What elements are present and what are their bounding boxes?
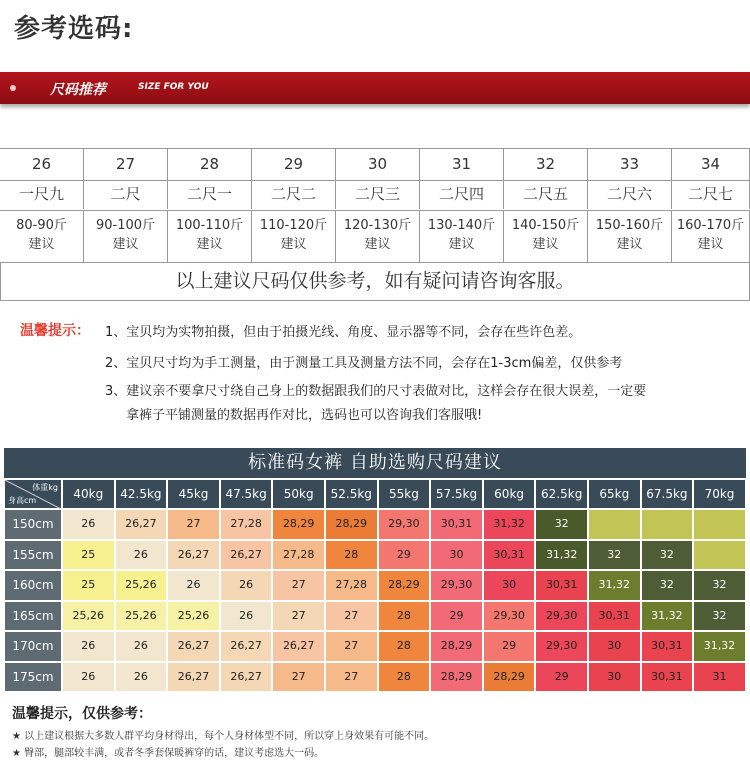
weight-header: 40kg [62,479,115,509]
size-suggestion-cell: 28 [378,631,431,662]
suggest-label: 建议 [364,237,391,252]
size-suggestion-cell: 31 [693,662,746,693]
size-suggestion-cell: 26,27 [220,631,273,662]
size-suggestion-cell: 26,27 [167,540,220,571]
size-suggestion-cell: 29 [430,601,483,632]
size-suggestion-cell: 26,27 [167,662,220,693]
tip-line-3: 3、建议亲不要拿尺寸绕自己身上的数据跟我们的尺寸表做对比，这样会存在很大误差，一定要 [105,384,647,399]
waist-cell: 二尺二 [252,179,336,209]
size-suggestion-cell: 32 [641,570,694,601]
tips-label: 温馨提示： [20,323,90,339]
banner-dot-icon [10,85,16,91]
weight-range: 90-100斤 [95,218,156,233]
size-suggestion-cell: 31,32 [693,631,746,662]
size-suggestion-cell: 27,28 [325,570,378,601]
size-suggestion-cell: 28,29 [483,662,536,693]
size-cell: 28 [168,149,252,179]
weight-range: 140-150斤 [511,218,580,233]
waist-cell: 二尺五 [504,179,588,209]
size-suggestion-cell: 26 [115,631,168,662]
size-suggestion-cell: 30 [588,631,641,662]
size-suggestion-cell: 25,26 [115,601,168,632]
suggest-label: 建议 [28,237,55,252]
size-suggestion-cell: 27 [325,631,378,662]
size-suggestion-cell: 26 [220,570,273,601]
waist-cell: 二尺七 [672,179,750,209]
size-cell: 31 [420,149,504,179]
size-cell: 32 [504,149,588,179]
size-suggestion-cell: 28 [378,662,431,693]
weight-header: 52.5kg [325,479,378,509]
size-suggestion-cell: 28,29 [272,509,325,540]
size-suggestion-cell: 27 [272,601,325,632]
height-header: 155cm [4,540,62,571]
size-suggestion-cell: 30 [430,540,483,571]
size-suggestion-cell: 31,32 [535,540,588,571]
weight-header: 47.5kg [220,479,273,509]
grid-title: 标准码女裤 自助选购尺码建议 [4,448,746,478]
size-suggestion-cell: 27 [167,509,220,540]
waist-cell: 二尺三 [336,179,420,209]
size-suggestion-cell: 26 [220,601,273,632]
weight-range: 160-170斤 [676,218,745,233]
waist-cell: 二尺六 [588,179,672,209]
size-cell: 34 [672,149,750,179]
size-suggestion-cell: 28,29 [430,631,483,662]
suggest-label: 建议 [697,237,724,252]
size-suggestion-cell: 26 [62,631,115,662]
size-note: 以上建议尺码仅供参考，如有疑问请咨询客服。 [0,262,750,301]
size-suggestion-cell: 29,30 [483,601,536,632]
weight-header: 57.5kg [430,479,483,509]
weight-cell [0,210,84,262]
weight-range: 80-90斤 [16,218,67,233]
size-suggestion-cell: 29 [483,631,536,662]
size-suggestion-cell: 28,29 [430,662,483,693]
size-suggestion-cell: 28,29 [378,570,431,601]
size-suggestion-cell: 25,26 [115,570,168,601]
size-suggestion-cell: 26 [62,509,115,540]
size-suggestion-cell: 28 [325,540,378,571]
size-suggestion-cell: 30,31 [641,662,694,693]
size-suggestion-cell: 25 [62,570,115,601]
size-suggestion-cell: 27 [272,662,325,693]
weight-cell [420,210,504,262]
corner-weight-label: 体重kg [32,483,58,492]
size-suggestion-cell: 26 [167,570,220,601]
size-suggestion-cell: 26 [115,662,168,693]
size-suggestion-cell: 26 [62,662,115,693]
footer-line-2: ★ 臀部，腿部较丰满，或者冬季套保暖裤穿的话，建议考虑选大一码。 [12,748,325,759]
height-header: 160cm [4,570,62,601]
suggest-label: 建议 [448,237,475,252]
waist-cell: 二尺 [84,179,168,209]
size-suggestion-cell [641,509,694,540]
waist-cell: 二尺四 [420,179,504,209]
size-suggestion-cell: 29,30 [535,601,588,632]
size-suggestion-cell: 25,26 [167,601,220,632]
size-suggestion-cell: 30,31 [641,631,694,662]
size-suggestion-cell [693,540,746,571]
size-suggestion-cell: 27 [272,570,325,601]
suggest-label: 建议 [616,237,643,252]
size-banner [0,72,750,104]
weight-cell [84,210,168,262]
weight-cell [672,210,750,262]
size-suggestion-cell: 30,31 [535,570,588,601]
size-suggestion-cell: 27 [325,662,378,693]
waist-row [0,179,750,211]
weight-cell [336,210,420,262]
tip-line-4: 拿裤子平铺测量的数据再作对比，选码也可以咨询我们客服哦! [126,408,483,423]
size-suggestion-cell: 26,27 [115,509,168,540]
weight-header: 62.5kg [535,479,588,509]
suggest-label: 建议 [112,237,139,252]
weight-cell [168,210,252,262]
weight-range: 110-120斤 [259,218,328,233]
size-suggestion-cell: 26,27 [220,540,273,571]
weight-header: 65kg [588,479,641,509]
corner-height-label: 身高cm [8,496,37,505]
size-suggestion-cell: 32 [693,601,746,632]
size-table [0,148,750,303]
height-header: 150cm [4,509,62,540]
weight-header: 60kg [483,479,536,509]
size-cell: 26 [0,149,84,179]
size-suggestion-cell: 29 [535,662,588,693]
weight-cell [588,210,672,262]
suggest-label: 建议 [280,237,307,252]
size-suggestion-cell: 25,26 [62,601,115,632]
tip-line-1: 1、宝贝均为实物拍摄，但由于拍摄光线、角度、显示器等不同，会存在些许色差。 [105,325,582,340]
size-cell: 27 [84,149,168,179]
weight-row [0,210,750,263]
size-suggestion-cell: 29,30 [430,570,483,601]
size-suggestion-cell: 26,27 [220,662,273,693]
size-suggestion-cell: 28 [378,601,431,632]
weight-header: 55kg [378,479,431,509]
weight-cell [252,210,336,262]
size-suggestion-cell: 26,27 [272,631,325,662]
size-suggestion-cell: 30 [588,662,641,693]
banner-subtitle: SIZE FOR YOU [138,82,209,92]
size-suggestion-cell: 25 [62,540,115,571]
weight-header: 42.5kg [115,479,168,509]
size-suggestion-cell: 30,31 [430,509,483,540]
size-suggestion-cell: 32 [693,570,746,601]
size-suggestion-cell: 32 [588,540,641,571]
size-suggestion-cell: 30,31 [483,540,536,571]
size-suggestion-cell: 31,32 [483,509,536,540]
size-suggestion-cell: 27,28 [272,540,325,571]
weight-range: 100-110斤 [175,218,244,233]
weight-header: 70kg [693,479,746,509]
height-header: 175cm [4,662,62,693]
page-title: 参考选码: [14,14,134,44]
size-suggestion-cell: 32 [535,509,588,540]
waist-cell: 二尺一 [168,179,252,209]
size-suggestion-cell: 29,30 [535,631,588,662]
weight-cell [504,210,588,262]
weight-header: 67.5kg [641,479,694,509]
footer-title: 温馨提示，仅供参考： [12,706,152,722]
size-suggestion-cell: 28,29 [325,509,378,540]
size-suggestion-cell: 30 [483,570,536,601]
height-header: 170cm [4,631,62,662]
tip-line-2: 2、宝贝尺寸均为手工测量，由于测量工具及测量方法不同，会存在1-3cm偏差，仅供参考 [105,356,623,371]
suggest-label: 建议 [196,237,223,252]
size-suggestion-cell: 27,28 [220,509,273,540]
footer-line-1: ★ 以上建议根据大多数人群平均身材得出，每个人身材体型不同，所以穿上身效果有可能不同。 [12,731,435,742]
size-cell: 30 [336,149,420,179]
grid-corner [4,479,62,509]
weight-header: 50kg [272,479,325,509]
size-suggestion-cell [693,509,746,540]
size-row [0,148,750,181]
size-suggestion-cell: 26,27 [167,631,220,662]
waist-cell: 一尺九 [0,179,84,209]
weight-range: 150-160斤 [595,218,664,233]
size-suggestion-cell: 31,32 [588,570,641,601]
banner-title: 尺码推荐 [50,82,106,98]
size-suggestion-cell: 27 [325,601,378,632]
height-header: 165cm [4,601,62,632]
weight-range: 130-140斤 [427,218,496,233]
size-cell: 29 [252,149,336,179]
size-suggestion-cell: 31,32 [641,601,694,632]
size-suggestion-cell: 26 [115,540,168,571]
size-suggestion-cell: 30,31 [588,601,641,632]
size-suggestion-cell: 29 [378,540,431,571]
size-suggestion-cell: 32 [641,540,694,571]
size-suggestion-cell: 29,30 [378,509,431,540]
size-suggestion-cell [588,509,641,540]
weight-header: 45kg [167,479,220,509]
suggest-label: 建议 [532,237,559,252]
weight-range: 120-130斤 [343,218,412,233]
size-cell: 33 [588,149,672,179]
